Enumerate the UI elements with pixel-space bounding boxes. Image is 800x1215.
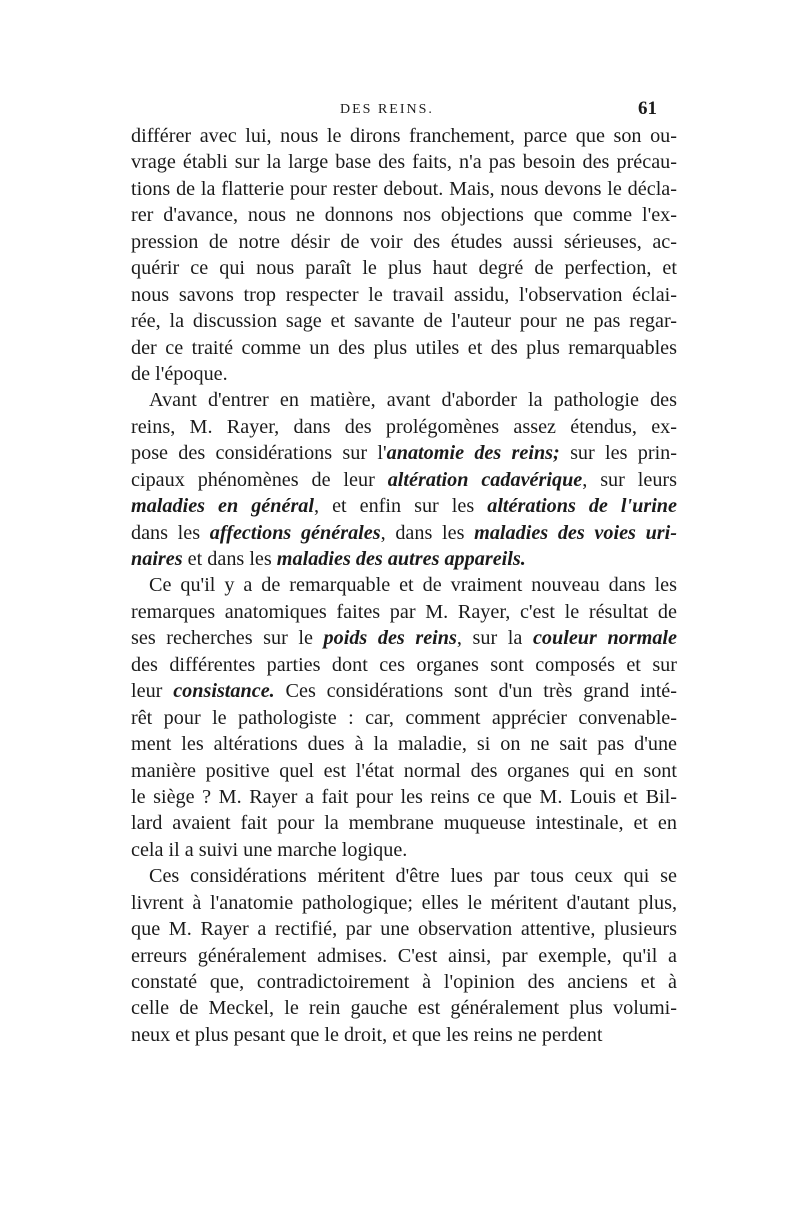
paragraph — [131, 863, 677, 1048]
text-run: et dans les — [182, 548, 277, 570]
text-run: neux et plus pesant que le droit, et que les reins ne perdent — [131, 1023, 603, 1046]
text-line — [131, 149, 677, 175]
italic-phrase: maladies des voies uri- — [474, 521, 677, 544]
text-run: constaté que, contradictoirement à l'opinion des anciens et à — [131, 971, 677, 993]
text-run: rée, la discussion sage et savante de l'auteur pour ne pas regar- — [131, 310, 677, 333]
text-line — [131, 863, 677, 889]
text-run: ses recherches sur le — [131, 627, 324, 650]
text-run: livrent à l'anatomie pathologique; elles le méritent d'autant plus, — [131, 891, 677, 914]
text-run: , et enfin sur les — [314, 495, 488, 518]
text-run: lard avaient fait pour la membrane muqueuse intestinale, et en — [131, 812, 677, 835]
text-line — [131, 995, 677, 1021]
text-run: différer avec lui, nous le dirons franchement, parce que son ou- — [131, 125, 677, 147]
text-run: cela il a suivi une marche logique. — [131, 838, 408, 861]
text-run: pression de notre désir de voir des études aussi sérieuses, ac- — [131, 230, 677, 253]
text-run: remarques anatomiques faites par M. Rayer, c'est le résultat de — [131, 600, 677, 623]
text-line — [131, 652, 677, 678]
italic-phrase: affections générales — [209, 521, 381, 544]
text-line — [131, 176, 677, 202]
text-line — [131, 123, 677, 149]
italic-phrase: naires — [131, 548, 183, 570]
running-title: DES REINS. — [340, 102, 434, 117]
text-line — [131, 202, 677, 228]
paragraph — [131, 387, 677, 572]
text-line — [131, 440, 677, 466]
text-run: le siège ? M. Rayer a fait pour les reins ce que M. Louis et Bil- — [131, 785, 677, 808]
text-run: , dans les — [380, 521, 475, 544]
italic-phrase: altération cadavérique — [387, 468, 583, 491]
paragraph — [131, 123, 677, 387]
italic-phrase: maladies des autres appareils. — [276, 548, 526, 570]
text-line — [131, 731, 677, 757]
text-line — [131, 890, 677, 916]
text-run: des différentes parties dont ces organes sont composés et sur — [131, 653, 677, 676]
text-run: Ces considérations sont d'un très grand inté- — [274, 680, 677, 703]
text-line — [131, 969, 677, 995]
text-line — [131, 467, 677, 493]
text-run: rer d'avance, nous ne donnons nos objections que comme l'ex- — [131, 204, 677, 227]
text-run: de l'époque. — [131, 362, 228, 385]
text-line — [131, 916, 677, 942]
italic-phrase: consistance. — [173, 680, 275, 703]
text-line — [131, 943, 677, 969]
text-line — [131, 255, 677, 281]
paragraph — [131, 572, 677, 863]
text-line — [131, 520, 677, 546]
text-line — [131, 758, 677, 784]
text-run: quérir ce qui nous paraît le plus haut degré de perfection, et — [131, 257, 677, 280]
text-line — [131, 387, 677, 413]
text-run: ment les altérations dues à la maladie, si on ne sait pas d'une — [131, 733, 677, 756]
text-run: sur les prin- — [559, 442, 677, 465]
text-line — [131, 572, 677, 598]
text-run: nous savons trop respecter le travail assidu, l'observation éclai- — [131, 283, 677, 306]
italic-phrase: anatomie des reins; — [386, 442, 560, 465]
text-run: pose des considérations sur l' — [131, 442, 387, 465]
italic-phrase: poids des reins — [323, 627, 457, 650]
italic-phrase: maladies en général — [131, 495, 315, 518]
text-run: der ce traité comme un des plus utiles et des plus remarquables — [131, 336, 677, 359]
page-header — [130, 98, 657, 122]
text-run: Ces considérations méritent d'être lues par tous ceux qui se — [149, 865, 677, 888]
text-line — [131, 678, 677, 704]
text-run: cipaux phénomènes de leur — [131, 468, 388, 491]
text-line — [131, 625, 677, 651]
text-line — [131, 229, 677, 255]
text-line — [131, 308, 677, 334]
italic-phrase: couleur normale — [532, 627, 677, 650]
body-text — [131, 123, 677, 1048]
text-line — [131, 546, 677, 572]
page-number: 61 — [638, 98, 657, 119]
text-line — [131, 705, 677, 731]
text-run: tions de la flatterie pour rester debout. Mais, nous devons le décla- — [131, 177, 677, 200]
text-line — [131, 599, 677, 625]
text-run: , sur la — [456, 627, 533, 650]
italic-phrase: altérations de l'urine — [487, 495, 677, 518]
text-run: celle de Meckel, le rein gauche est généralement plus volumi- — [131, 997, 677, 1020]
text-run: erreurs généralement admises. C'est ainsi, par exemple, qu'il a — [131, 944, 677, 967]
text-line — [131, 414, 677, 440]
text-line — [131, 784, 677, 810]
text-line — [131, 282, 677, 308]
text-run: , sur leurs — [582, 468, 677, 491]
text-line — [131, 837, 677, 863]
text-line — [131, 493, 677, 519]
text-run: Avant d'entrer en matière, avant d'aborder la pathologie des — [149, 389, 677, 412]
text-run: Ce qu'il y a de remarquable et de vraiment nouveau dans les — [149, 574, 677, 597]
text-run: leur — [131, 680, 174, 703]
text-line — [131, 335, 677, 361]
text-run: manière positive quel est l'état normal des organes qui en sont — [131, 759, 677, 782]
text-line — [131, 1022, 677, 1048]
text-run: vrage établi sur la large base des faits, n'a pas besoin des précau- — [131, 151, 677, 174]
text-line — [131, 361, 677, 387]
text-line — [131, 810, 677, 836]
text-run: reins, M. Rayer, dans des prolégomènes assez étendus, ex- — [131, 415, 677, 438]
text-run: rêt pour le pathologiste : car, comment apprécier convenable- — [131, 706, 677, 729]
text-run: dans les — [131, 521, 210, 544]
text-run: que M. Rayer a rectifié, par une observation attentive, plusieurs — [131, 918, 677, 941]
